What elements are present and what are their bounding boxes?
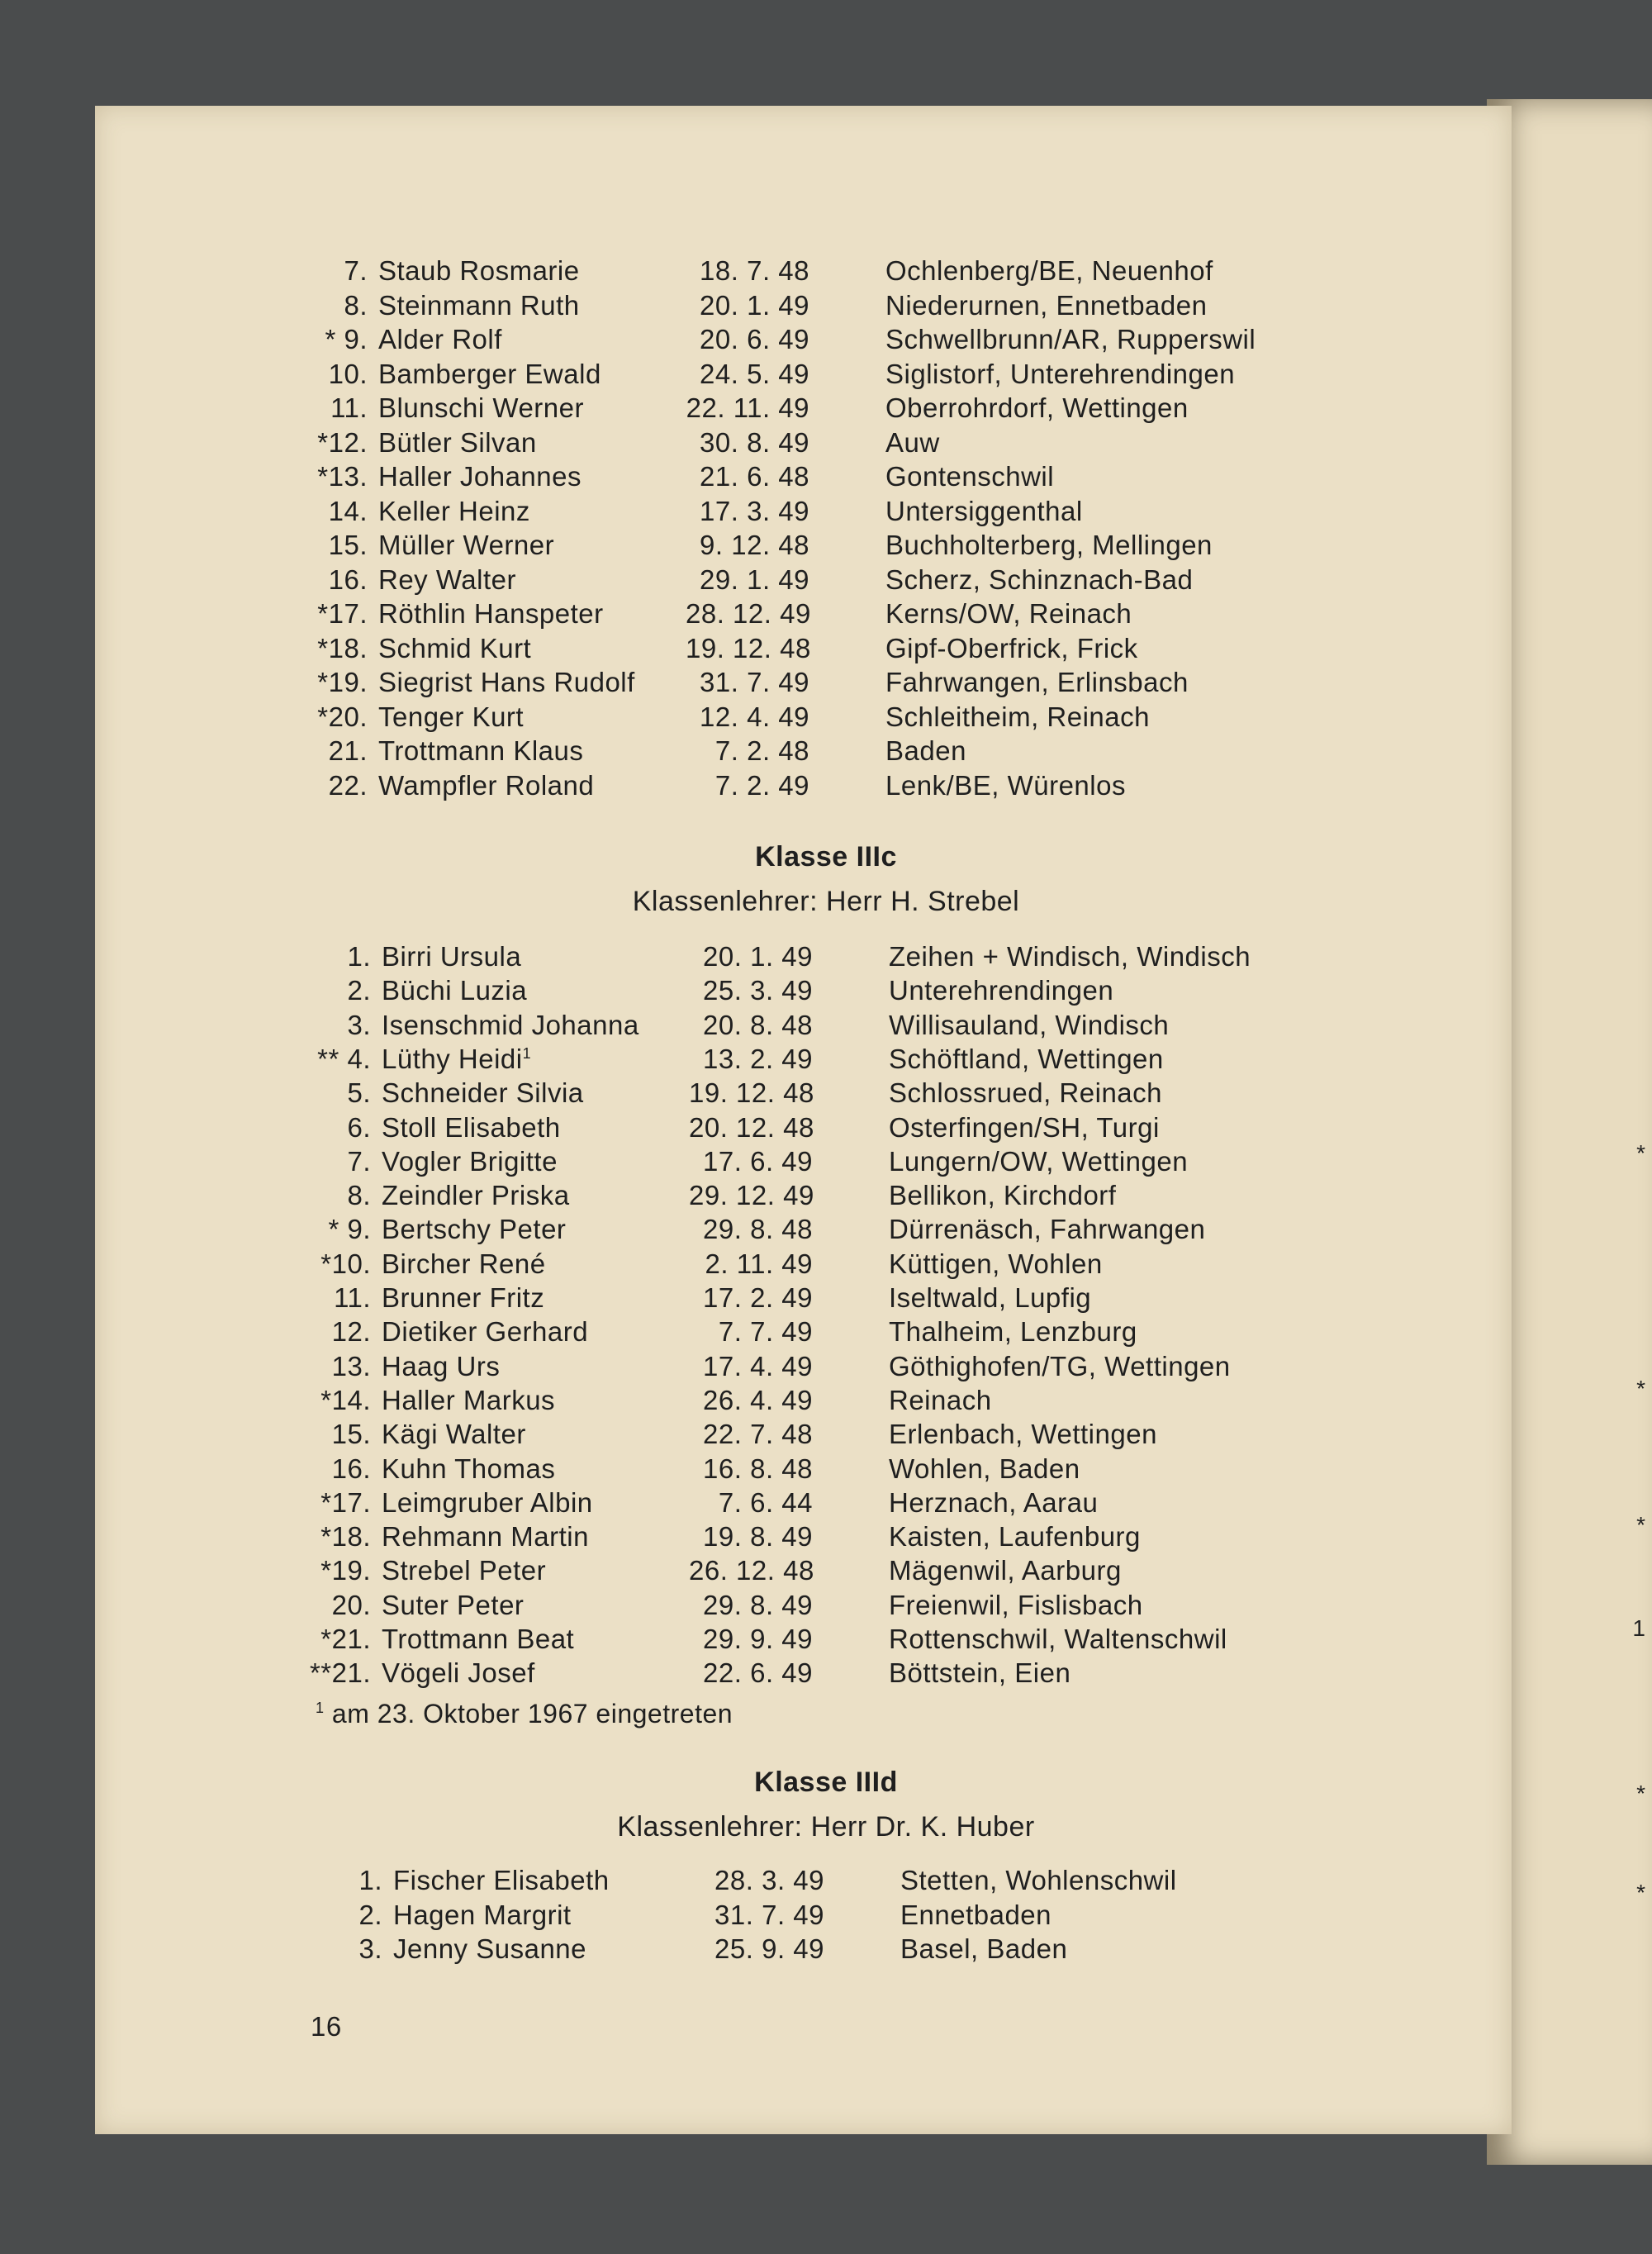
edge-mark: * [1636, 1376, 1645, 1401]
student-name [382, 1248, 546, 1281]
birth-date: 20. 8. 48 [703, 1009, 813, 1040]
row-number: 16. [331, 1453, 371, 1484]
birth-date: 2. 11. 49 [705, 1248, 813, 1279]
birth-date: 29. 9. 49 [703, 1624, 813, 1654]
birth-date: 20. 6. 49 [700, 324, 809, 354]
row-number: 8. [347, 1180, 371, 1211]
birth-date: 29. 1. 49 [700, 564, 809, 595]
row-number: ** 4. [317, 1043, 371, 1074]
row-number: 8. [344, 289, 368, 321]
student-name-text: Siegrist Hans Rudolf [378, 667, 635, 697]
student-name [382, 940, 521, 973]
row-number: 7. [344, 255, 368, 286]
student-name-text: Trottmann Beat [382, 1624, 575, 1654]
student-name [393, 1899, 572, 1932]
student-name-text: Wampfler Roland [378, 769, 595, 801]
birth-date: 20. 1. 49 [700, 289, 809, 321]
birth-date: 31. 7. 49 [700, 667, 809, 697]
birth-date: 16. 8. 48 [703, 1453, 813, 1484]
birth-date: 17. 6. 49 [703, 1145, 813, 1177]
birth-date: 20. 12. 48 [689, 1111, 814, 1143]
home-place: Ennetbaden [900, 1899, 1052, 1930]
edge-mark: * [1636, 1880, 1645, 1905]
student-name [382, 1418, 526, 1451]
home-place: Herznach, Aarau [889, 1486, 1099, 1518]
student-name-text: Blunschi Werner [378, 392, 584, 423]
student-name-text: Büchi Luzia [382, 975, 528, 1006]
student-name [378, 666, 635, 699]
student-name-text: Lüthy Heidi [382, 1043, 523, 1074]
student-name [378, 323, 502, 356]
row-number: 1. [347, 941, 371, 972]
student-name [382, 974, 527, 1007]
home-place: Schwellbrunn/AR, Rupperswil [885, 324, 1256, 354]
row-number: 15. [331, 1419, 371, 1450]
footnote-text: am 23. Oktober 1967 eingetreten [331, 1699, 733, 1729]
home-place: Böttstein, Eien [889, 1657, 1071, 1689]
row-number: *21. [320, 1624, 371, 1654]
student-name [382, 1486, 593, 1519]
student-name-text: Haller Johannes [378, 461, 582, 492]
home-place: Willisauland, Windisch [889, 1009, 1170, 1040]
home-place: Kerns/OW, Reinach [885, 598, 1132, 629]
student-name [378, 254, 580, 288]
birth-date: 28. 3. 49 [714, 1865, 824, 1895]
student-name [378, 392, 584, 425]
row-number: *19. [320, 1555, 371, 1586]
home-place: Wohlen, Baden [889, 1453, 1080, 1484]
row-number: 2. [347, 975, 371, 1006]
birth-date: 22. 11. 49 [686, 392, 809, 423]
student-name [382, 1145, 558, 1178]
student-name [378, 701, 524, 734]
birth-date: 31. 7. 49 [714, 1899, 824, 1930]
student-name [382, 1043, 531, 1076]
home-place: Osterfingen/SH, Turgi [889, 1111, 1160, 1143]
row-number: 13. [331, 1350, 371, 1381]
birth-date: 17. 4. 49 [703, 1350, 813, 1381]
birth-date: 25. 9. 49 [714, 1933, 824, 1964]
birth-date: 25. 3. 49 [703, 975, 813, 1006]
row-number: *13. [317, 461, 368, 492]
student-name-text: Vogler Brigitte [382, 1145, 558, 1177]
row-number: 14. [328, 495, 368, 526]
home-place: Lungern/OW, Wettingen [889, 1145, 1189, 1177]
student-name-text: Leimgruber Albin [382, 1486, 593, 1518]
row-number: 12. [331, 1316, 371, 1348]
home-place: Gontenschwil [885, 461, 1055, 492]
student-name-text: Bertschy Peter [382, 1214, 567, 1245]
student-name-text: Haag Urs [382, 1350, 501, 1381]
student-name [378, 460, 582, 493]
birth-date: 29. 12. 49 [689, 1180, 814, 1211]
student-name-text: Steinmann Ruth [378, 289, 580, 321]
home-place: Erlenbach, Wettingen [889, 1419, 1157, 1450]
student-name [378, 769, 594, 802]
student-name-text: Rehmann Martin [382, 1521, 589, 1553]
student-name [382, 1554, 546, 1587]
row-number: **21. [309, 1657, 371, 1689]
class-teacher-iiid: Klassenlehrer: Herr Dr. K. Huber [617, 1811, 1035, 1843]
row-number: 20. [331, 1589, 371, 1620]
student-name-text: Kuhn Thomas [382, 1453, 556, 1484]
row-number: *19. [317, 667, 368, 697]
home-place: Niederurnen, Ennetbaden [885, 289, 1208, 321]
student-name-text: Vögeli Josef [382, 1657, 535, 1689]
student-name [382, 1350, 500, 1383]
home-place: Zeihen + Windisch, Windisch [889, 941, 1251, 972]
student-name-text: Jenny Susanne [393, 1933, 587, 1964]
birth-date: 19. 12. 48 [686, 632, 811, 663]
footnote [316, 1699, 733, 1729]
class-heading-iiic: Klasse IIIc [755, 841, 897, 873]
row-number: * 9. [328, 1214, 371, 1245]
student-name [378, 529, 554, 562]
student-name [382, 1111, 561, 1144]
home-place: Mägenwil, Aarburg [889, 1555, 1122, 1586]
row-number: 3. [347, 1009, 371, 1040]
birth-date: 13. 2. 49 [703, 1043, 813, 1074]
row-number: *17. [317, 598, 368, 629]
row-number: *18. [317, 632, 368, 663]
row-number: *20. [317, 701, 368, 732]
home-place: Reinach [889, 1384, 992, 1415]
student-name [382, 1179, 570, 1212]
student-name [382, 1315, 588, 1348]
row-number: 3. [358, 1933, 382, 1964]
home-place: Fahrwangen, Erlinsbach [885, 667, 1189, 697]
student-name [382, 1657, 535, 1690]
home-place: Stetten, Wohlenschwil [900, 1865, 1177, 1895]
home-place: Untersiggenthal [885, 495, 1083, 526]
home-place: Rottenschwil, Waltenschwil [889, 1624, 1227, 1654]
birth-date: 19. 8. 49 [703, 1521, 813, 1553]
student-name-text: Schmid Kurt [378, 632, 532, 663]
birth-date: 19. 12. 48 [689, 1077, 814, 1109]
student-name-text: Fischer Elisabeth [393, 1865, 610, 1895]
row-number: 21. [328, 735, 368, 766]
home-place: Unterehrendingen [889, 975, 1114, 1006]
student-name [378, 632, 531, 665]
row-number: 1. [358, 1865, 382, 1895]
birth-date: 26. 12. 48 [689, 1555, 814, 1586]
home-place: Gipf-Oberfrick, Frick [885, 632, 1138, 663]
student-name-text: Alder Rolf [378, 324, 502, 354]
birth-date: 22. 6. 49 [703, 1657, 813, 1689]
home-place: Schöftland, Wettingen [889, 1043, 1164, 1074]
student-name-text: Bütler Silvan [378, 426, 537, 458]
student-name-text: Tenger Kurt [378, 701, 525, 732]
student-name-text: Rey Walter [378, 564, 516, 595]
student-name-text: Isenschmid Johanna [382, 1009, 639, 1040]
student-name [378, 358, 601, 391]
row-number: *10. [320, 1248, 371, 1279]
birth-date: 29. 8. 48 [703, 1214, 813, 1245]
birth-date: 7. 2. 49 [714, 769, 809, 801]
student-name-text: Stoll Elisabeth [382, 1111, 561, 1143]
home-place: Iseltwald, Lupfig [889, 1282, 1092, 1313]
student-name-text: Kägi Walter [382, 1419, 526, 1450]
student-name [382, 1077, 584, 1110]
footnote-ref: 1 [522, 1044, 532, 1062]
birth-date: 22. 7. 48 [703, 1419, 813, 1450]
row-number: 5. [347, 1077, 371, 1109]
birth-date: 28. 12. 49 [686, 598, 811, 629]
footnote-mark: 1 [316, 1700, 325, 1716]
row-number: 11. [334, 1282, 371, 1313]
home-place: Freienwil, Fislisbach [889, 1589, 1143, 1620]
class-teacher-iiic: Klassenlehrer: Herr H. Strebel [632, 886, 1020, 917]
student-name [382, 1453, 555, 1486]
birth-date: 12. 4. 49 [700, 701, 809, 732]
home-place: Thalheim, Lenzburg [889, 1316, 1137, 1348]
row-number: *17. [320, 1486, 371, 1518]
row-number: *12. [317, 426, 368, 458]
student-name [378, 495, 530, 528]
home-place: Oberrohrdorf, Wettingen [885, 392, 1189, 423]
row-number: 2. [358, 1899, 382, 1930]
row-number: *18. [320, 1521, 371, 1553]
student-name-text: Zeindler Priska [382, 1180, 570, 1211]
student-name [393, 1864, 610, 1897]
row-number: 7. [347, 1145, 371, 1177]
student-name [382, 1009, 639, 1042]
student-name-text: Hagen Margrit [393, 1899, 572, 1930]
edge-mark: 1 [1632, 1615, 1645, 1641]
birth-date: 24. 5. 49 [700, 358, 809, 389]
student-name [378, 289, 580, 322]
student-name-text: Haller Markus [382, 1384, 556, 1415]
student-name-text: Schneider Silvia [382, 1077, 584, 1109]
student-name-text: Röthlin Hanspeter [378, 598, 604, 629]
row-number: 16. [328, 564, 368, 595]
birth-date: 20. 1. 49 [703, 941, 813, 972]
home-place: Schlossrued, Reinach [889, 1077, 1163, 1109]
row-number: *14. [320, 1384, 371, 1415]
student-name-text: Trottmann Klaus [378, 735, 584, 766]
home-place: Lenk/BE, Würenlos [885, 769, 1126, 801]
student-name [393, 1933, 586, 1966]
home-place: Dürrenäsch, Fahrwangen [889, 1214, 1206, 1245]
birth-date: 7. 6. 44 [718, 1486, 813, 1518]
student-name [382, 1282, 544, 1315]
row-number: * 9. [325, 324, 368, 354]
student-name [382, 1623, 574, 1656]
home-place: Siglistorf, Unterehrendingen [885, 358, 1236, 389]
home-place: Baden [885, 735, 966, 766]
row-number: 10. [328, 358, 368, 389]
birth-date: 7. 2. 48 [714, 735, 809, 766]
home-place: Küttigen, Wohlen [889, 1248, 1103, 1279]
student-name [378, 597, 604, 630]
birth-date: 26. 4. 49 [703, 1384, 813, 1415]
birth-date: 7. 7. 49 [718, 1316, 813, 1348]
birth-date: 17. 2. 49 [703, 1282, 813, 1313]
student-name [378, 426, 537, 459]
home-place: Göthighofen/TG, Wettingen [889, 1350, 1231, 1381]
student-name [382, 1384, 555, 1417]
row-number: 6. [347, 1111, 371, 1143]
home-place: Auw [885, 426, 940, 458]
birth-date: 9. 12. 48 [700, 530, 809, 560]
student-name-text: Suter Peter [382, 1589, 525, 1620]
student-name [382, 1589, 524, 1622]
home-place: Ochlenberg/BE, Neuenhof [885, 255, 1213, 286]
student-name [382, 1213, 566, 1246]
student-name-text: Brunner Fritz [382, 1282, 545, 1313]
student-name [378, 735, 583, 768]
home-place: Kaisten, Laufenburg [889, 1521, 1141, 1553]
row-number: 15. [328, 530, 368, 560]
student-name-text: Müller Werner [378, 530, 555, 560]
birth-date: 29. 8. 49 [703, 1589, 813, 1620]
student-name-text: Bamberger Ewald [378, 358, 601, 389]
birth-date: 17. 3. 49 [700, 495, 809, 526]
home-place: Schleitheim, Reinach [885, 701, 1150, 732]
home-place: Scherz, Schinznach-Bad [885, 564, 1194, 595]
birth-date: 21. 6. 48 [700, 461, 809, 492]
edge-mark: * [1636, 1781, 1645, 1806]
student-name-text: Strebel Peter [382, 1555, 547, 1586]
home-place: Basel, Baden [900, 1933, 1068, 1964]
birth-date: 18. 7. 48 [700, 255, 809, 286]
student-name [378, 564, 516, 597]
edge-mark: * [1636, 1140, 1645, 1166]
page-number: 16 [311, 2011, 342, 2042]
student-name-text: Birri Ursula [382, 941, 522, 972]
student-name [382, 1520, 589, 1553]
edge-mark: * [1636, 1512, 1645, 1538]
student-name-text: Staub Rosmarie [378, 255, 580, 286]
birth-date: 30. 8. 49 [700, 426, 809, 458]
student-name-text: Dietiker Gerhard [382, 1316, 589, 1348]
home-place: Buchholterberg, Mellingen [885, 530, 1213, 560]
student-name-text: Keller Heinz [378, 495, 530, 526]
student-name-text: Bircher René [382, 1248, 546, 1279]
home-place: Bellikon, Kirchdorf [889, 1180, 1117, 1211]
row-number: 22. [328, 769, 368, 801]
row-number: 11. [330, 392, 368, 423]
class-heading-iiid: Klasse IIId [754, 1767, 898, 1798]
